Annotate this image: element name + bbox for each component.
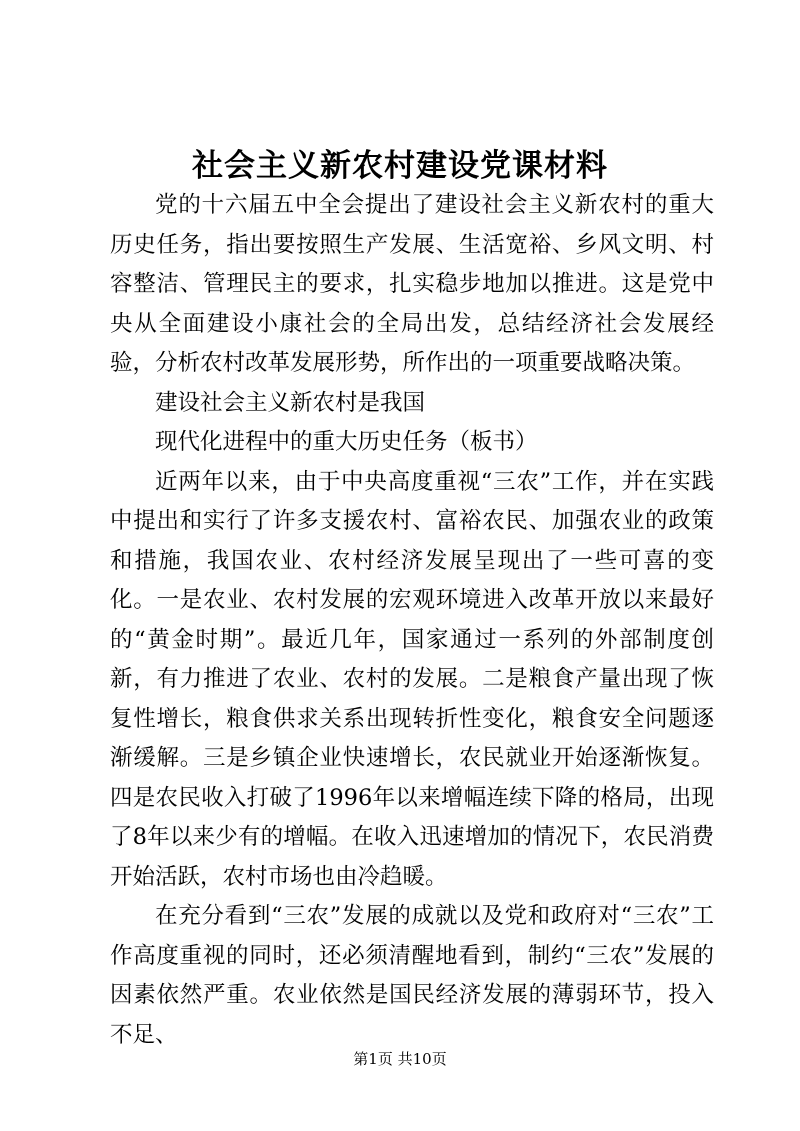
paragraph-heading-line-1: 建设社会主义新农村是我国 — [155, 389, 426, 416]
paragraph-constraints: 在充分看到“三农”发展的成就以及党和政府对“三农”工作高度重视的同时，还必须清醒地看到，制约“三农”发展的因素依然严重。农业依然是国民经济发展的薄弱环节，投入不足、 — [110, 903, 714, 1048]
document-title: 社会主义新农村建设党课材料 — [192, 148, 608, 184]
paragraph-intro: 党的十六届五中全会提出了建设社会主义新农村的重大历史任务，指出要按照生产发展、生活宽裕、乡风文明、村容整洁、管理民主的要求，扎实稳步地加以推进。这是党中央从全面建设小康社会的全局出发，总结经济社会发展经验，分析农村改革发展形势，所作出的一项重要战略决策。 — [110, 192, 714, 376]
page-number-footer: 第1页 共10页 — [353, 1050, 447, 1068]
document-body — [110, 186, 714, 1055]
paragraph-recent-changes: 近两年以来，由于中央高度重视“三农”工作，并在实践中提出和实行了许多支援农村、富裕农民、加强农业的政策和措施，我国农业、农村经济发展呈现出了一些可喜的变化。一是农业、农村发展的宏观环境进入改革开放以来最好的“黄金时期”。最近几年，国家通过一系列的外部制度创新，有力推进了农业、农村的发展。二是粮食产量出现了恢复性增长，粮食供求关系出现转折性变化，粮食安全问题逐渐缓解。三是乡镇企业快速增长，农民就业开始逐渐恢复。四是农民收入打破了1996年以来增幅连续下降的格局，出现了8年以来少有的增幅。在收入迅速增加的情况下，农民消费开始活跃，农村市场也由冷趋暖。 — [110, 468, 714, 890]
paragraph-heading-line-2: 现代化进程中的重大历史任务（板书） — [155, 429, 538, 455]
